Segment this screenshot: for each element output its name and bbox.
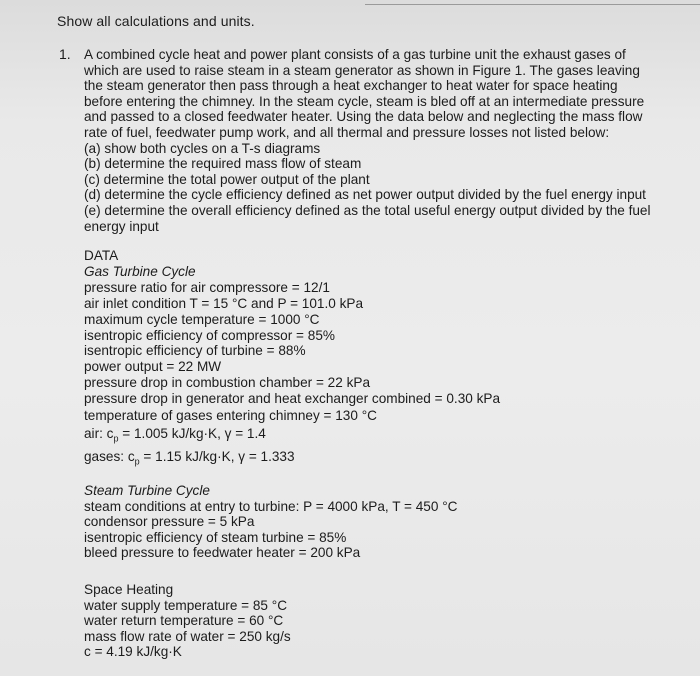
air-properties [84,425,684,448]
gases-properties [84,448,684,471]
data-label: DATA [84,248,119,263]
data-line: steam conditions at entry to turbine: P = 4000 kPa, T = 450 °C [84,498,458,514]
page-edge-line [365,4,700,5]
intro-line: which are used to raise steam in a steam generator as shown in Figure 1. The gases leaving [84,62,640,78]
data-line: condensor pressure = 5 kPa [84,514,255,530]
steam-turbine-data [84,483,684,561]
task-b: (b) determine the required mass flow of steam [84,156,362,172]
intro-line: before entering the chimney. In the steam cycle, steam is bled off at an intermediate pressure [84,93,645,109]
task-c: (c) determine the total power output of the plant [84,171,370,187]
data-line: temperature of gases entering chimney = 130 °C [84,408,377,424]
intro-line: the steam generator then pass through a heat exchanger to heat water for space heating [84,78,618,94]
task-d: (d) determine the cycle efficiency defined as net power output divided by the fuel energy input [84,187,646,203]
intro-line: A combined cycle heat and power plant consists of a gas turbine unit the exhaust gases of [84,47,626,62]
air-values: = 1.005 kJ/kg·K, γ = 1.4 [118,425,266,441]
data-line: isentropic efficiency of compressor = 85% [84,327,335,343]
data-line: pressure drop in combustion chamber = 22 kPa [84,375,370,391]
space-heating-data [84,582,684,660]
data-line: c = 4.19 kJ/kg·K [84,644,182,660]
data-line: isentropic efficiency of turbine = 88% [84,343,306,359]
space-heating-title: Space Heating [84,582,174,597]
intro-line: and passed to a closed feedwater heater. Using the data below and neglecting the mass flow [84,109,643,125]
air-subscript: p [113,433,119,444]
data-line: power output = 22 MW [84,359,222,375]
task-e-continued: energy input [84,218,159,234]
air-prefix: air: c [84,425,114,441]
data-line: maximum cycle temperature = 1000 °C [84,311,320,327]
data-line: air inlet condition T = 15 °C and P = 101.0 kPa [84,295,364,311]
task-e: (e) determine the overall efficiency defined as the total useful energy output divided by the fuel [84,202,651,218]
gases-subscript: p [134,456,140,467]
gases-prefix: gases: c [84,448,135,464]
data-line: bleed pressure to feedwater heater = 200 kPa [84,545,361,561]
data-line: water return temperature = 60 °C [84,613,284,629]
task-a: (a) show both cycles on a T-s diagrams [84,140,321,156]
question-intro [84,47,684,234]
gas-turbine-title: Gas Turbine Cycle [84,263,196,279]
gases-values: = 1.15 kJ/kg·K, γ = 1.333 [139,448,295,464]
steam-turbine-title: Steam Turbine Cycle [84,483,210,498]
page-heading: Show all calculations and units. [57,13,255,29]
data-line: water supply temperature = 85 °C [84,597,288,613]
data-line: pressure ratio for air compressore = 12/1 [84,279,330,295]
gas-turbine-data [84,248,684,471]
question-number: 1. [59,46,71,62]
data-line: isentropic efficiency of steam turbine = 85% [84,529,347,545]
data-line: mass flow rate of water = 250 kg/s [84,628,291,644]
intro-line: rate of fuel, feedwater pump work, and all thermal and pressure losses not listed below: [84,124,610,140]
data-line: pressure drop in generator and heat exchanger combined = 0.30 kPa [84,391,501,407]
